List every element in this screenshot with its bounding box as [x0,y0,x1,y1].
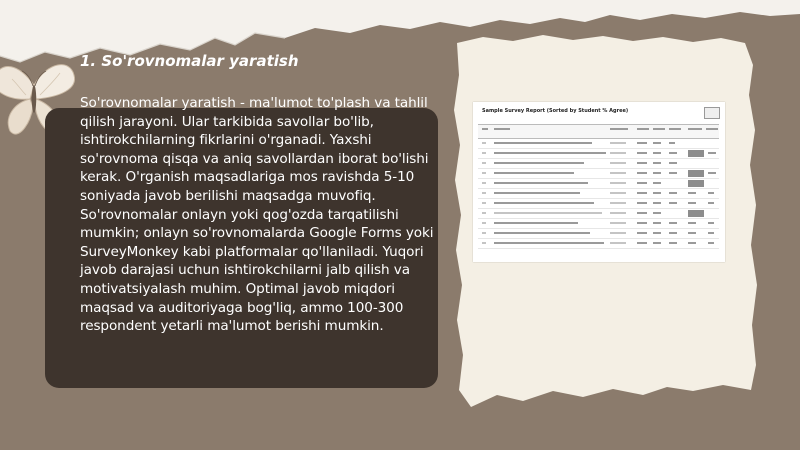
report-title: Sample Survey Report (Sorted by Student % Agree) [482,108,629,114]
report-table-row [478,139,719,149]
survey-report-image [473,102,725,262]
report-table-row [478,169,719,179]
report-table-row [478,179,719,189]
report-table-row [478,199,719,209]
report-corner-box [704,107,720,119]
slide-body-text: So'rovnomalar yaratish - ma'lumot to'plash va tahlil qilish jarayoni. Ular tarkibida savollar bo'lib, ishtirokchilarning fikrlarini o'rganadi. Yaxshi so'rovnoma qisqa va aniq savollardan iborat bo'lishi kerak. O'rganish maqsadlariga mos ravishda 5-10 soniyada javob berilishi maqsadga muvofiq. So'rovnomalar onlayn yoki qog'ozda tarqatilishi mumkin; onlayn so'rovnomalarda Google Forms yoki SurveyMonkey kabi platformalar qo'llaniladi. Yuqori javob darajasi uchun ishtirokchilarni jalb qilish va motivatsiyalash muhim. Optimal javob miqdori maqsad va auditoriyaga bog'liq, ammo 100-300 respondent yetarli ma'lumot berishi mumkin. [80,95,434,335]
report-table-row [478,239,719,249]
report-table-row [478,189,719,199]
report-table-header [478,124,719,139]
report-table-row [478,159,719,169]
report-table-row [478,219,719,229]
report-table-row [478,149,719,159]
report-table-row [478,209,719,219]
slide-title: 1. So'rovnomalar yaratish [80,52,299,70]
report-table-row [478,229,719,239]
